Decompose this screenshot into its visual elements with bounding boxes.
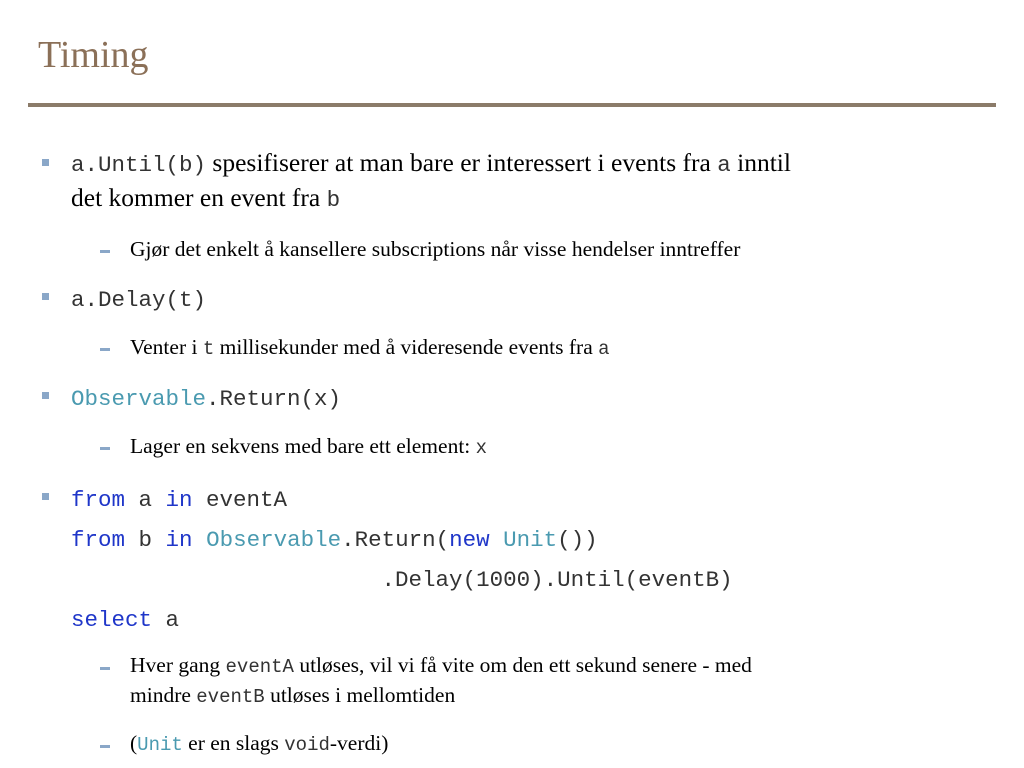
text: Venter i <box>130 335 203 359</box>
bullet-marker <box>42 392 49 399</box>
code-block <box>71 480 733 640</box>
text: ( <box>130 731 138 755</box>
code-line-3: .Delay(1000).Until(eventB) <box>71 567 733 593</box>
code-inline: a.Until(b) <box>71 152 207 178</box>
sub-bullet-eventA-line2 <box>130 680 455 713</box>
slide-title: Timing <box>38 34 149 76</box>
dash-marker <box>100 348 110 351</box>
sub-bullet-until: Gjør det enkelt å kansellere subscriptions når visse hendelser inntreffer <box>130 237 741 261</box>
code-line-1: from a in eventA <box>71 487 288 513</box>
text: er en slags <box>182 731 285 755</box>
bullet-marker <box>42 293 49 300</box>
code-inline: eventB <box>196 686 265 708</box>
code-line-2: from b in Observable.Return(new Unit()) <box>71 527 598 553</box>
text: millisekunder med å videresende events fra <box>214 335 599 359</box>
code-inline: a <box>717 152 731 178</box>
code-inline: eventA <box>225 656 294 678</box>
bullet-marker <box>42 159 49 166</box>
code-inline: .Return(x) <box>206 386 342 412</box>
bullet-delay <box>71 281 206 317</box>
sub-bullet-delay <box>130 332 610 365</box>
code-type: Observable <box>71 386 207 412</box>
code-inline: void <box>284 734 330 756</box>
dash-marker <box>100 447 110 450</box>
text: Hver gang <box>130 653 226 677</box>
title-rule <box>28 103 996 107</box>
dash-marker <box>100 667 110 670</box>
text: utløses i mellomtiden <box>264 683 456 707</box>
sub-bullet-unit <box>130 728 388 761</box>
code-inline: a <box>598 338 610 360</box>
bullet-marker <box>42 493 49 500</box>
bullet-return <box>71 380 341 416</box>
text: det kommer en event fra <box>71 183 327 212</box>
sub-bullet-return <box>130 431 487 464</box>
bullet-until-line2 <box>71 181 340 217</box>
dash-marker <box>100 250 110 253</box>
text: inntil <box>730 148 791 177</box>
code-inline: a.Delay(t) <box>71 287 207 313</box>
sub-bullet-eventA <box>130 650 752 683</box>
text: -verdi) <box>329 731 389 755</box>
text: Lager en sekvens med bare ett element: <box>130 434 476 458</box>
text: mindre <box>130 683 197 707</box>
code-inline: b <box>326 187 341 213</box>
text: spesifiserer at man bare er interessert i events fra <box>206 148 718 177</box>
dash-marker <box>100 745 110 748</box>
text: utløses, vil vi få vite om den ett sekund senere - med <box>293 653 752 677</box>
code-type: Unit <box>137 734 183 756</box>
code-inline: t <box>202 338 215 360</box>
bullet-until <box>71 146 791 182</box>
code-inline: x <box>475 437 488 459</box>
code-line-4: select a <box>71 607 180 633</box>
